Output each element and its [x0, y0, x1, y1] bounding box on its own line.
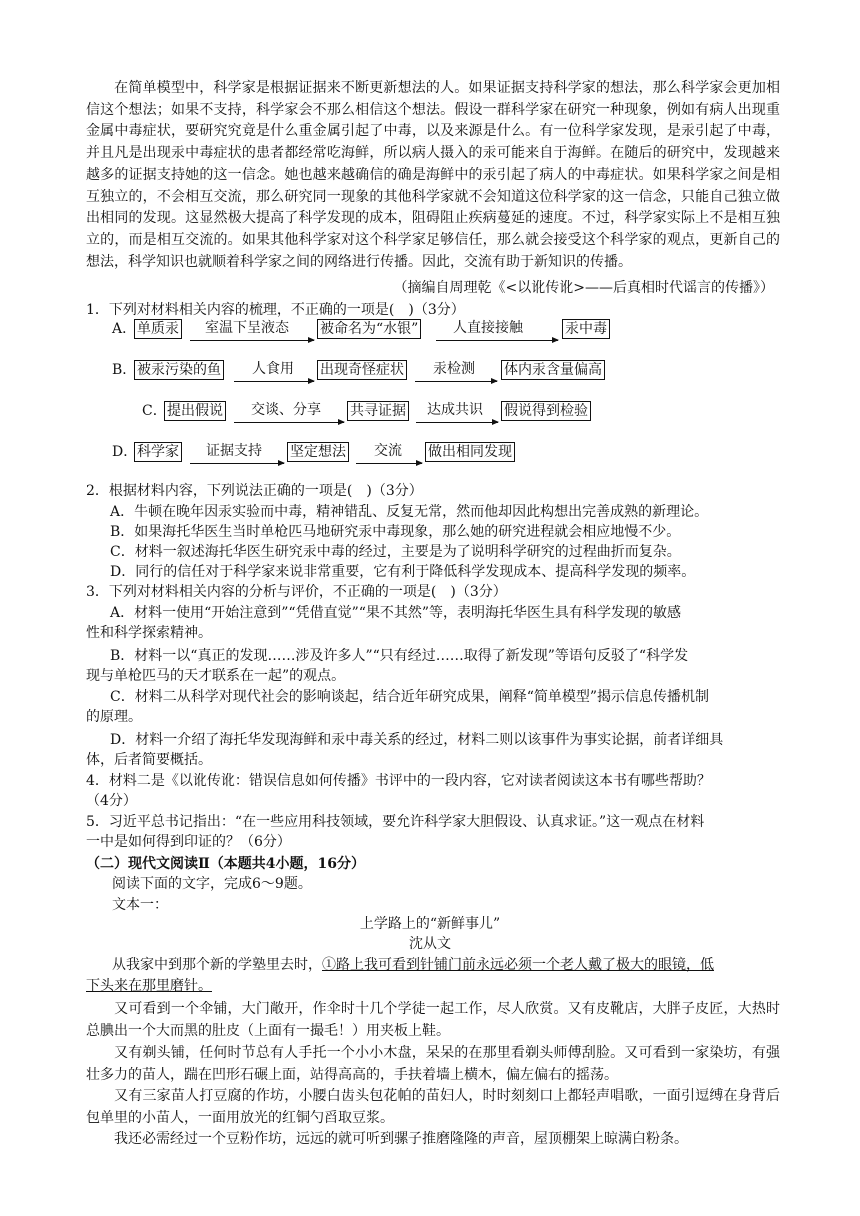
q1-d-arrow-label-1: 证据支持	[206, 443, 262, 459]
article-p1-pre: 从我家中到那个新的学塾里去时，	[112, 957, 322, 973]
q1-a-arrow-1	[190, 340, 314, 341]
q1-c-arrow-1	[234, 422, 344, 423]
q1-d-box-3: 做出相同发现	[425, 442, 515, 462]
q1-b-arrow-1	[234, 381, 314, 382]
q2-stem: 2．根据材料内容，下列说法正确的一项是( )（3分）	[86, 483, 423, 499]
q1-b-arrow-label-2: 汞检测	[433, 361, 475, 377]
q1-c-arrow-label-2: 达成共识	[427, 402, 483, 418]
q1-option-b-label[interactable]: B．	[112, 362, 137, 378]
article-author: 沈从文	[409, 936, 451, 952]
q1-c-arrow-2	[416, 422, 498, 423]
article-p2-text: 又可看到一个伞铺，大门敞开，作伞时十几个学徒一起工作，尽人欣赏。又有皮靴店，大胖子皮匠，大热时总腆出一个大而黑的肚皮（上面有一撮毛！）用夹板上鞋。	[86, 1001, 780, 1039]
q1-stem: 1．下列对材料相关内容的梳理，不正确的一项是( )（3分）	[86, 302, 465, 318]
article-p5	[86, 1129, 780, 1151]
section-2-heading: （二）现代文阅读Ⅱ（本题共4小题，16分）	[86, 856, 366, 872]
article-p4-text: 又有三家苗人打豆腐的作坊，小腰白齿头包花帕的苗妇人，时时刻刻口上都轻声唱歌，一面引逗缚在身背后包单里的小苗人，一面用放光的红铜勺舀取豆浆。	[86, 1088, 780, 1126]
q5-line-2: 一中是如何得到印证的？（6分）	[86, 834, 291, 850]
q1-c-arrow-label-1: 交谈、分享	[251, 402, 321, 418]
q1-option-a-label[interactable]: A．	[112, 321, 137, 337]
q1-a-arrow-label-2: 人直接接触	[453, 320, 523, 336]
q2-option-d[interactable]: D．同行的信任对于科学家来说非常重要，它有利于降低科学发现成本、提高科学发现的频率。	[110, 564, 696, 580]
material-source: （摘编自周理乾《<以讹传讹>——后真相时代谣言的传播》）	[393, 280, 774, 296]
q1-d-box-2: 坚定想法	[287, 442, 349, 462]
article-p3-text: 又有剃头铺，任何时节总有人手托一个小小木盘，呆呆的在那里看剃头师傅刮脸。又可看到一家染坊，有强壮多力的苗人，踹在凹形石碾上面，站得高高的，手扶着墙上横木，偏左偏右的摇荡。	[86, 1045, 780, 1083]
q3-option-b[interactable]: B．材料一以“真正的发现……涉及许多人”“只有经过……取得了新发现”等语句反驳了“科学发	[110, 648, 689, 664]
q3-option-c-cont: 的原理。	[86, 709, 142, 725]
q1-option-d-label[interactable]: D．	[112, 444, 138, 460]
article-p2	[86, 999, 780, 1042]
q5-line-1: 5．习近平总书记指出：“在一些应用科技领域，要允许科学家大胆假设、认真求证。”这一观点在材料	[86, 814, 705, 830]
q1-d-box-1: 科学家	[134, 442, 182, 462]
q3-option-c[interactable]: C．材料二从科学对现代社会的影响谈起，结合近年研究成果，阐释“简单模型”揭示信息传播机制	[110, 689, 710, 705]
q3-stem: 3．下列对材料相关内容的分析与评价，不正确的一项是( )（3分）	[86, 584, 507, 600]
q1-c-box-1: 提出假说	[164, 401, 226, 421]
q3-option-a[interactable]: A．材料一使用“开始注意到”“凭借直觉”“果不其然”等，表明海托华医生具有科学发现的敏感	[110, 605, 682, 621]
section-2-text-label: 文本一：	[112, 897, 168, 913]
article-p4	[86, 1086, 780, 1129]
q1-a-box-1: 单质汞	[134, 319, 182, 339]
q3-option-d-cont: 体，后者简要概括。	[86, 752, 212, 768]
q1-b-box-1: 被汞污染的鱼	[134, 360, 224, 380]
q1-b-arrow-2	[415, 381, 497, 382]
q1-c-box-3: 假说得到检验	[501, 401, 591, 421]
q1-c-box-2: 共寻证据	[347, 401, 409, 421]
q4-line-1: 4．材料二是《以讹传讹：错误信息如何传播》书评中的一段内容，它对读者阅读这本书有哪些帮助？	[86, 773, 711, 789]
q1-d-arrow-1	[190, 463, 284, 464]
q2-option-a[interactable]: A．牛顿在晚年因汞实验而中毒，精神错乱、反复无常，然而他却因此构想出完善成熟的新理论。	[110, 504, 709, 520]
q3-option-b-cont: 现与单枪匹马的天才联系在一起”的观点。	[86, 668, 346, 684]
q1-a-box-2: 被命名为“水银”	[317, 319, 421, 339]
material-paragraph-text: 在简单模型中，科学家是根据证据来不断更新想法的人。如果证据支持科学家的想法，那么科学家会更加相信这个想法；如果不支持，科学家会不那么相信这个想法。假设一群科学家在研究一种现象，例如有病人出现重金属中毒症状，要研究究竟是什么重金属引起了中毒，以及来源是什么。有一位科学家发现，是汞引起了中毒，并且凡是出现汞中毒症状的患者都经常吃海鲜，所以病人摄入的汞可能来自于海鲜。在随后的研究中，发现越来越多的证据支持她的这一信念。她也越来越确信的确是海鲜中的汞引起了病人的中毒症状。如果科学家之间是相互独立的，不会相互交流，那么研究同一现象的其他科学家就不会知道这位科学家的这一信念，只能自己独立做出相同的发现。这显然极大提高了科学发现的成本，阻碍阻止疾病蔓延的速度。不过，科学家实际上不是相互独立的，而是相互交流的。如果其他科学家对这个科学家足够信任，那么就会接受这个科学家的观点，更新自己的想法，科学知识也就顺着科学家之间的网络进行传播。因此，交流有助于新知识的传播。	[86, 80, 780, 270]
article-p1-underlined-a: ①路上我可看到针铺门前永远必须一个老人戴了极大的眼镜，低	[322, 957, 714, 973]
article-p1-underlined-b: 下头来在那里磨针。	[86, 978, 212, 994]
article-p5-text: 我还必需经过一个豆粉作坊，远远的就可听到骡子推磨隆隆的声音，屋顶棚架上晾满白粉条。	[114, 1131, 688, 1147]
q1-a-box-3: 汞中毒	[562, 319, 610, 339]
q2-option-c[interactable]: C．材料一叙述海托华医生研究汞中毒的经过，主要是为了说明科学研究的过程曲折而复杂。	[110, 544, 681, 560]
q1-d-arrow-label-2: 交流	[374, 443, 402, 459]
q1-option-c-label[interactable]: C．	[142, 403, 167, 419]
q1-a-arrow-2	[436, 340, 558, 341]
q3-option-a-cont: 性和科学探索精神。	[86, 625, 212, 641]
section-2-instruction: 阅读下面的文字，完成6～9题。	[112, 876, 312, 892]
article-title: 上学路上的“新鲜事儿”	[359, 916, 501, 932]
q1-b-box-3: 体内汞含量偏高	[501, 360, 605, 380]
q1-a-arrow-label-1: 室温下呈液态	[205, 320, 289, 336]
q1-d-arrow-2	[356, 463, 422, 464]
q2-option-b[interactable]: B．如果海托华医生当时单枪匹马地研究汞中毒现象，那么她的研究进程就会相应地慢不少。	[110, 524, 681, 540]
q1-b-box-2: 出现奇怪症状	[317, 360, 407, 380]
q3-option-d[interactable]: D．材料一介绍了海托华发现海鲜和汞中毒关系的经过，材料二则以该事件为事实论据，前者详细具	[110, 732, 724, 748]
q4-line-2: （4分）	[86, 793, 137, 809]
article-p1-line1	[112, 955, 714, 975]
article-p3	[86, 1043, 780, 1086]
material-paragraph	[86, 78, 780, 273]
q1-b-arrow-label-1: 人食用	[252, 361, 294, 377]
